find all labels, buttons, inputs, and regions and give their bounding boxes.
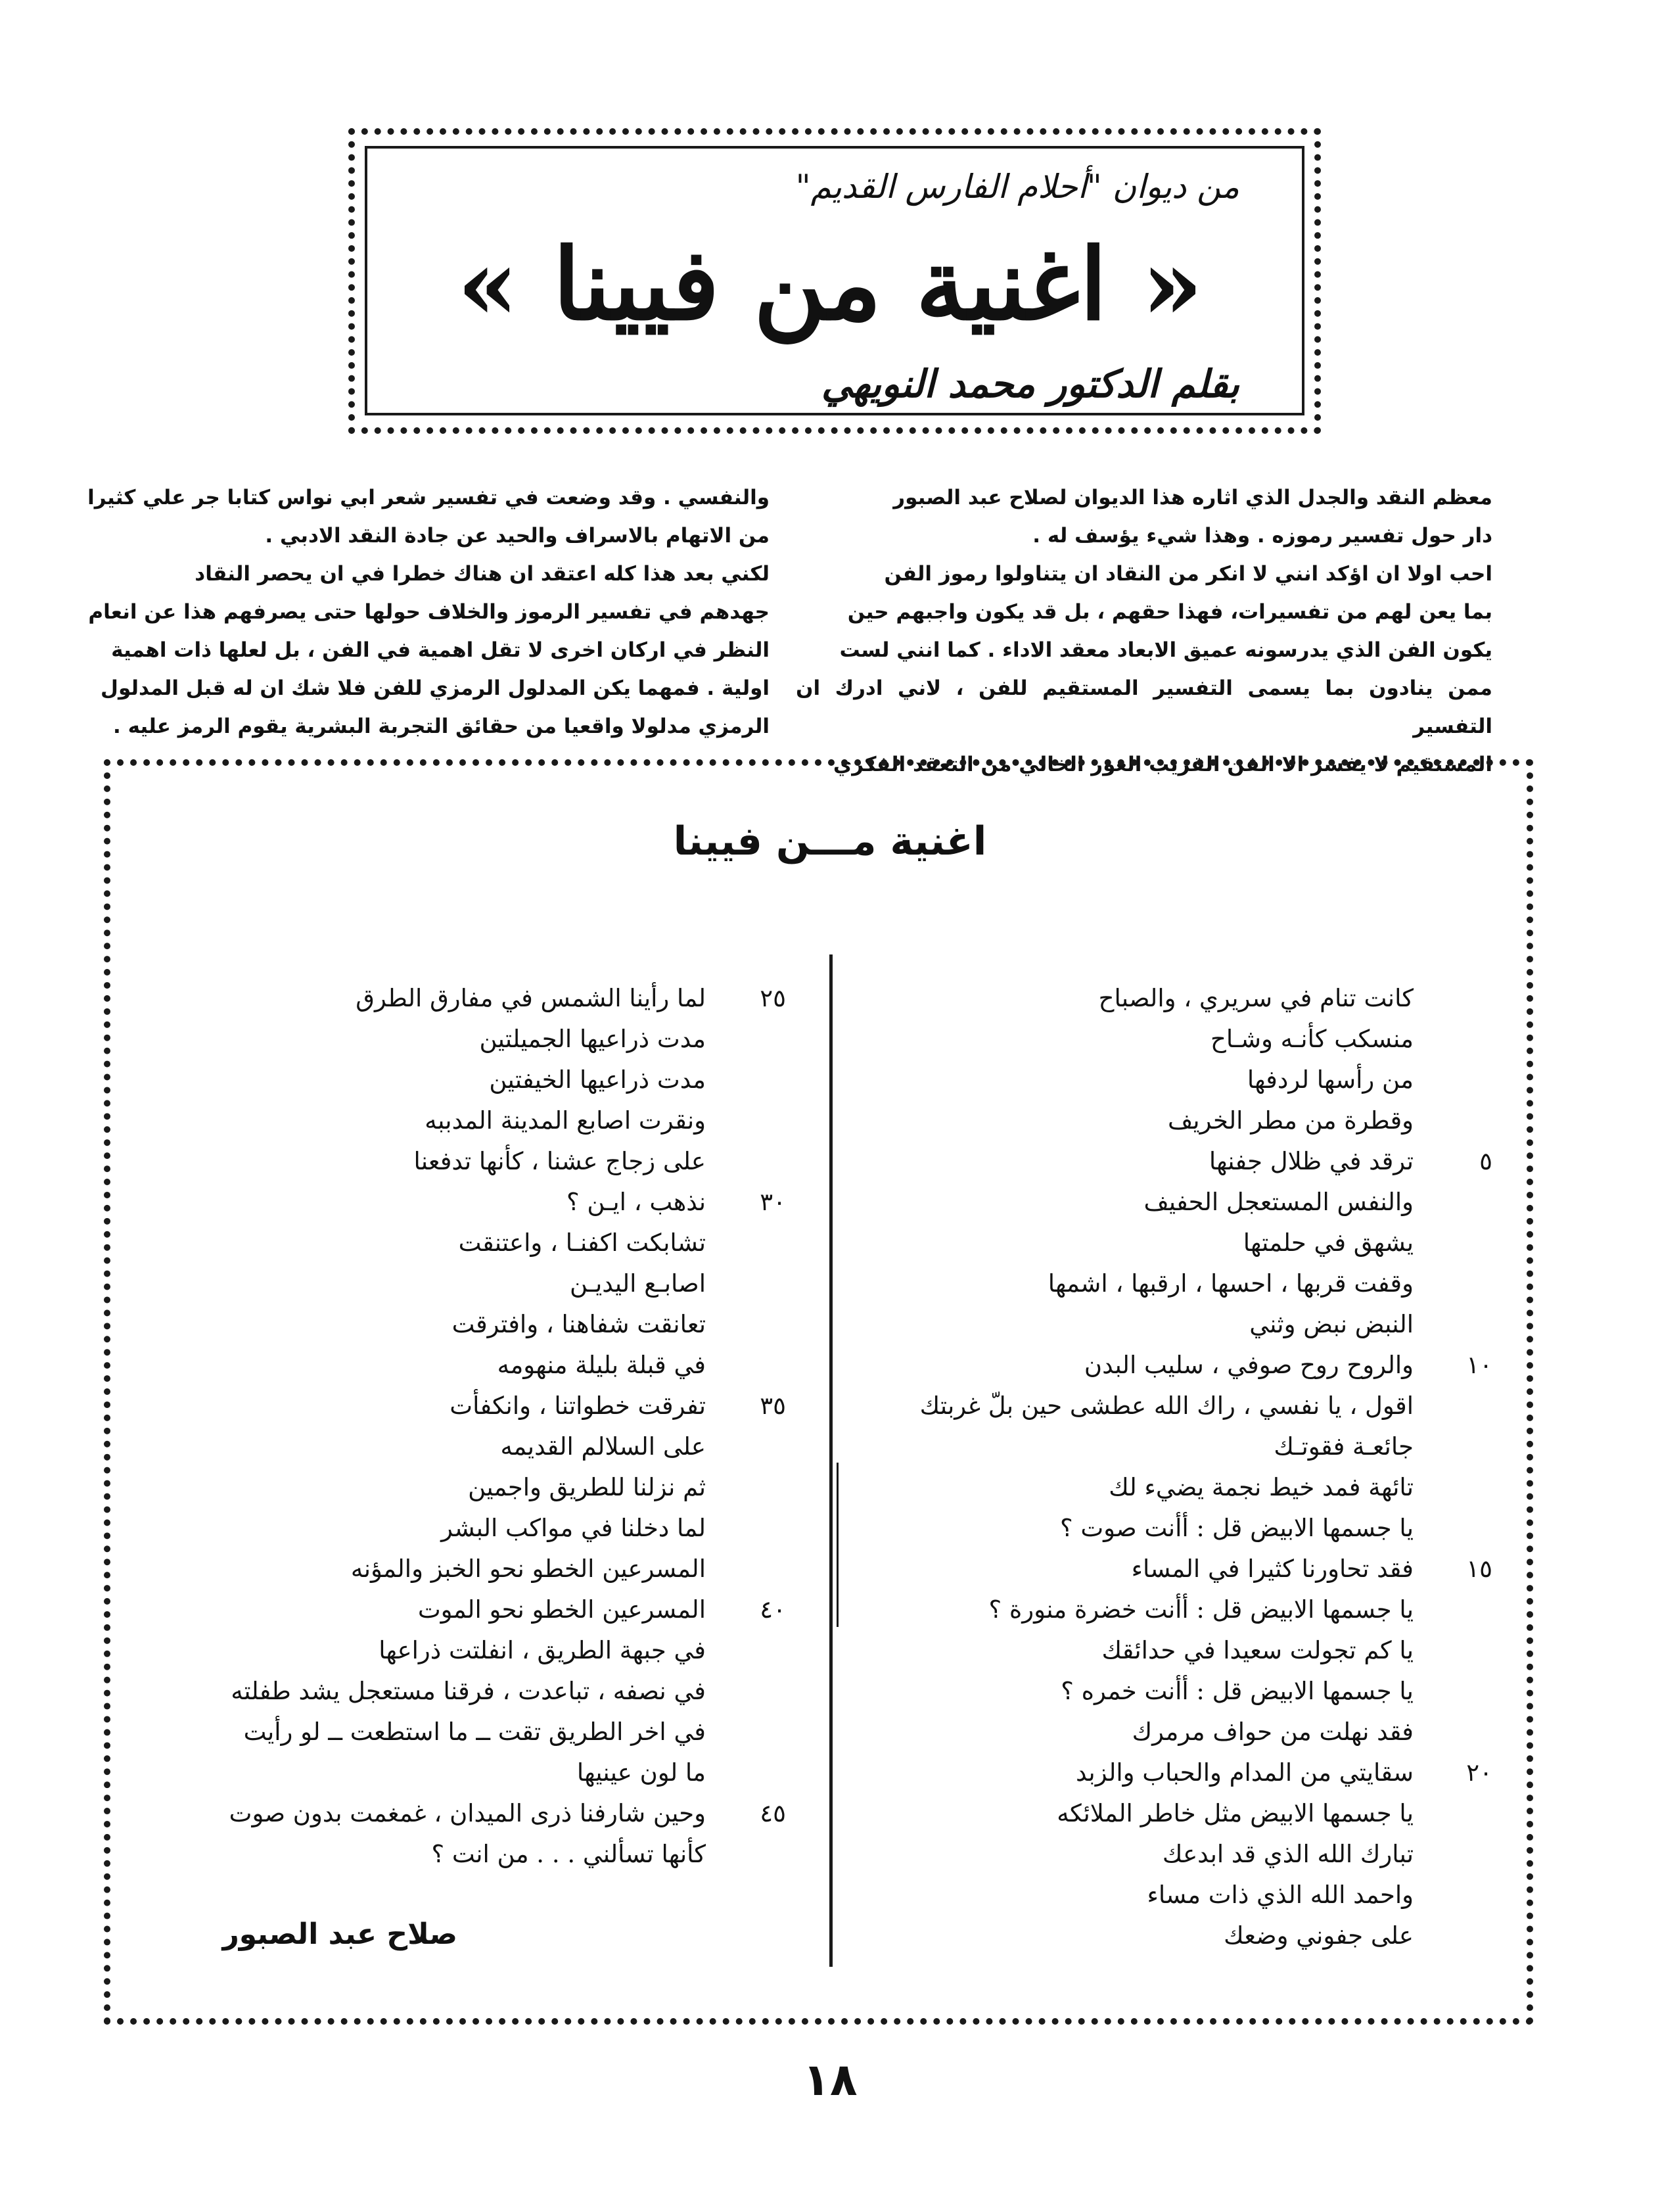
poem-verse: سقايتي من المدام والحباب والزبد — [1075, 1758, 1414, 1787]
author-byline: بقلم الدكتور محمد النويهي — [821, 362, 1239, 406]
poem-verse: وقطرة من مطر الخريف — [1167, 1106, 1414, 1135]
poem-verse: تشابكت اكفنـا ، واعتنقت — [458, 1229, 706, 1257]
poem-verse: يا جسمها الابيض مثل خاطر الملائكه — [1057, 1799, 1414, 1827]
poem-verse: مدت ذراعيها الخيفتين — [489, 1066, 706, 1094]
poem-verse: لما رأينا الشمس في مفارق الطرق — [356, 984, 706, 1012]
poem-verse: والنفس المستعجل الحفيف — [1143, 1188, 1414, 1216]
poem-verse: المسرعين الخطو نحو الخبز والمؤنه — [350, 1555, 706, 1583]
intro-line: معظم النقد والجدل الذي اثاره هذا الديوان لصلاح عبد الصبور — [893, 486, 1492, 509]
verse-number: ٣٠ — [760, 1188, 786, 1216]
poem-verse: على زجاج عشنا ، كأنها تدفعنا — [413, 1147, 706, 1175]
poem-verse: يشهق في حلمتها — [1243, 1229, 1414, 1257]
intro-line: يكون الفن الذي يدرسونه عميق الابعاد معقد الاداء . كما انني لست — [839, 638, 1492, 662]
poem-verse: المسرعين الخطو نحو الموت — [417, 1595, 706, 1624]
poem-verse: فقد تحاورنا كثيرا في المساء — [1131, 1555, 1414, 1583]
poem-verse: في جبهة الطريق ، انفلتت ذراعها — [379, 1636, 706, 1664]
intro-line: لكني بعد هذا كله اعتقد ان هناك خطرا في ان يحصر النقاد — [195, 562, 770, 586]
page-number: ١٨ — [802, 2054, 858, 2106]
article-title: « اغنية من فيينا » — [457, 227, 1203, 342]
poem-verse: تائهة فمد خيط نجمة يضيء لك — [1109, 1473, 1414, 1501]
poem-verse: وحين شارفنا ذرى الميدان ، غمغمت بدون صوت — [229, 1799, 706, 1827]
poem-verse: يا جسمها الابيض قل : أأنت خمره ؟ — [1061, 1677, 1414, 1705]
poem-verse: وقفت قربها ، احسها ، ارقبها ، اشمها — [1048, 1269, 1414, 1298]
poem-title: اغنية مـــن فيينا — [673, 818, 987, 864]
poem-verse: نذهب ، ايـن ؟ — [566, 1188, 706, 1216]
verse-number: ٥ — [1479, 1147, 1492, 1175]
verse-number: ١٠ — [1466, 1351, 1492, 1379]
poem-verse: تبارك الله الذي قد ابدعك — [1162, 1840, 1414, 1868]
poem-verse: اصابـع اليديـن — [569, 1269, 706, 1298]
verse-number: ٤٥ — [760, 1799, 786, 1827]
verse-number: ١٥ — [1466, 1555, 1492, 1583]
poem-verse: يا جسمها الابيض قل : أأنت صوت ؟ — [1059, 1514, 1414, 1542]
intro-line: من الاتهام بالاسراف والحيد عن جادة النقد الادبي . — [265, 524, 770, 548]
poem-verse: يا كم تجولت سعيدا في حدائقك — [1101, 1636, 1414, 1664]
intro-left-column — [0, 479, 770, 745]
poem-verse: والروح روح صوفي ، سليب البدن — [1084, 1351, 1414, 1379]
poem-verse: كانت تنام في سريري ، والصباح — [1098, 984, 1414, 1012]
poem-verse: تعانقت شفاهنا ، وافترقت — [451, 1310, 706, 1338]
poem-verse: اقول ، يا نفسي ، راك الله عطشى حين بلّ غربتك — [919, 1392, 1414, 1420]
poem-verse: في نصفه ، تباعدت ، فرقنا مستعجل يشد طفلته — [231, 1677, 706, 1705]
poem-verse: النبض نبض وثني — [1249, 1310, 1414, 1338]
poem-verse: على السلالم القديمه — [500, 1432, 706, 1461]
intro-line: احب اولا ان اؤكد انني لا انكر من النقاد ان يتناولوا رموز الفن — [884, 562, 1492, 586]
intro-line: المستقيم لا يفسر الا الفن القريب الغور الخالي من التعقد الفكري — [833, 753, 1492, 776]
poem-verse: مدت ذراعيها الجميلتين — [479, 1025, 706, 1053]
intro-right-column — [796, 479, 1492, 784]
poem-verse: في قبلة بليلة منهومه — [497, 1351, 706, 1379]
intro-line: الرمزي مدلولا واقعيا من حقائق التجربة البشرية يقوم الرمز عليه . — [113, 715, 770, 738]
poem-verse: واحمد الله الذي ذات مساء — [1147, 1881, 1414, 1909]
column-divider-double — [837, 1463, 839, 1627]
poem-verse: لما دخلنا في مواكب البشر — [441, 1514, 706, 1542]
poem-verse: من رأسها لردفها — [1247, 1066, 1414, 1094]
verse-number: ٤٠ — [760, 1595, 786, 1624]
intro-line: اولية . فمهما يكن المدلول الرمزي للفن فلا شك ان له قبل المدلول — [101, 676, 770, 700]
poem-verse: منسكب كأنـه وشـاح — [1210, 1025, 1414, 1053]
poem-verse: كأنها تسألني . . . من انت ؟ — [431, 1840, 706, 1868]
verse-number: ٣٥ — [760, 1392, 786, 1420]
article-subtitle: من ديوان "أحلام الفارس القديم" — [795, 168, 1239, 206]
poem-verse: تفرقت خطواتنا ، وانكفأت — [450, 1392, 706, 1420]
intro-line: جهدهم في تفسير الرموز والخلاف حولها حتى يصرفهم هذا عن انعام — [88, 600, 770, 624]
poem-verse: ترقد في ظلال جفنها — [1209, 1147, 1414, 1175]
intro-line: النظر في اركان اخرى لا تقل اهمية في الفن ، بل لعلها ذات اهمية — [111, 638, 770, 662]
poem-verse: على جفوني وضعك — [1224, 1921, 1414, 1950]
poem-verse: في اخر الطريق تقت ــ ما استطعت ــ لو رأيت — [243, 1718, 706, 1746]
poem-verse: ثم نزلنا للطريق واجمين — [468, 1473, 706, 1501]
intro-line: ممن ينادون بما يسمى التفسير المستقيم للفن ، لاني ادرك ان التفسير — [796, 676, 1492, 738]
intro-line: والنفسي . وقد وضعت في تفسير شعر ابي نواس كتابا جر علي كثيرا — [87, 486, 770, 509]
verse-number: ٢٠ — [1466, 1758, 1492, 1787]
poem-verse: جائعـة فقوتـك — [1274, 1432, 1414, 1461]
intro-line: دار حول تفسير رموزه . وهذا شيء يؤسف له . — [1032, 524, 1492, 548]
verse-number: ٢٥ — [760, 984, 786, 1012]
column-divider — [829, 954, 833, 1967]
poem-verse: ونقرت اصابع المدينة المدببه — [425, 1106, 706, 1135]
poem-verse: ما لون عينيها — [576, 1758, 706, 1787]
poem-verse: فقد نهلت من حواف مرمرك — [1132, 1718, 1414, 1746]
poet-signature: صلاح عبد الصبور — [222, 1918, 457, 1951]
poem-verse: يا جسمها الابيض قل : أأنت خضرة منورة ؟ — [988, 1595, 1414, 1624]
intro-line: بما يعن لهم من تفسيرات، فهذا حقهم ، بل قد يكون واجبهم حين — [847, 600, 1492, 624]
